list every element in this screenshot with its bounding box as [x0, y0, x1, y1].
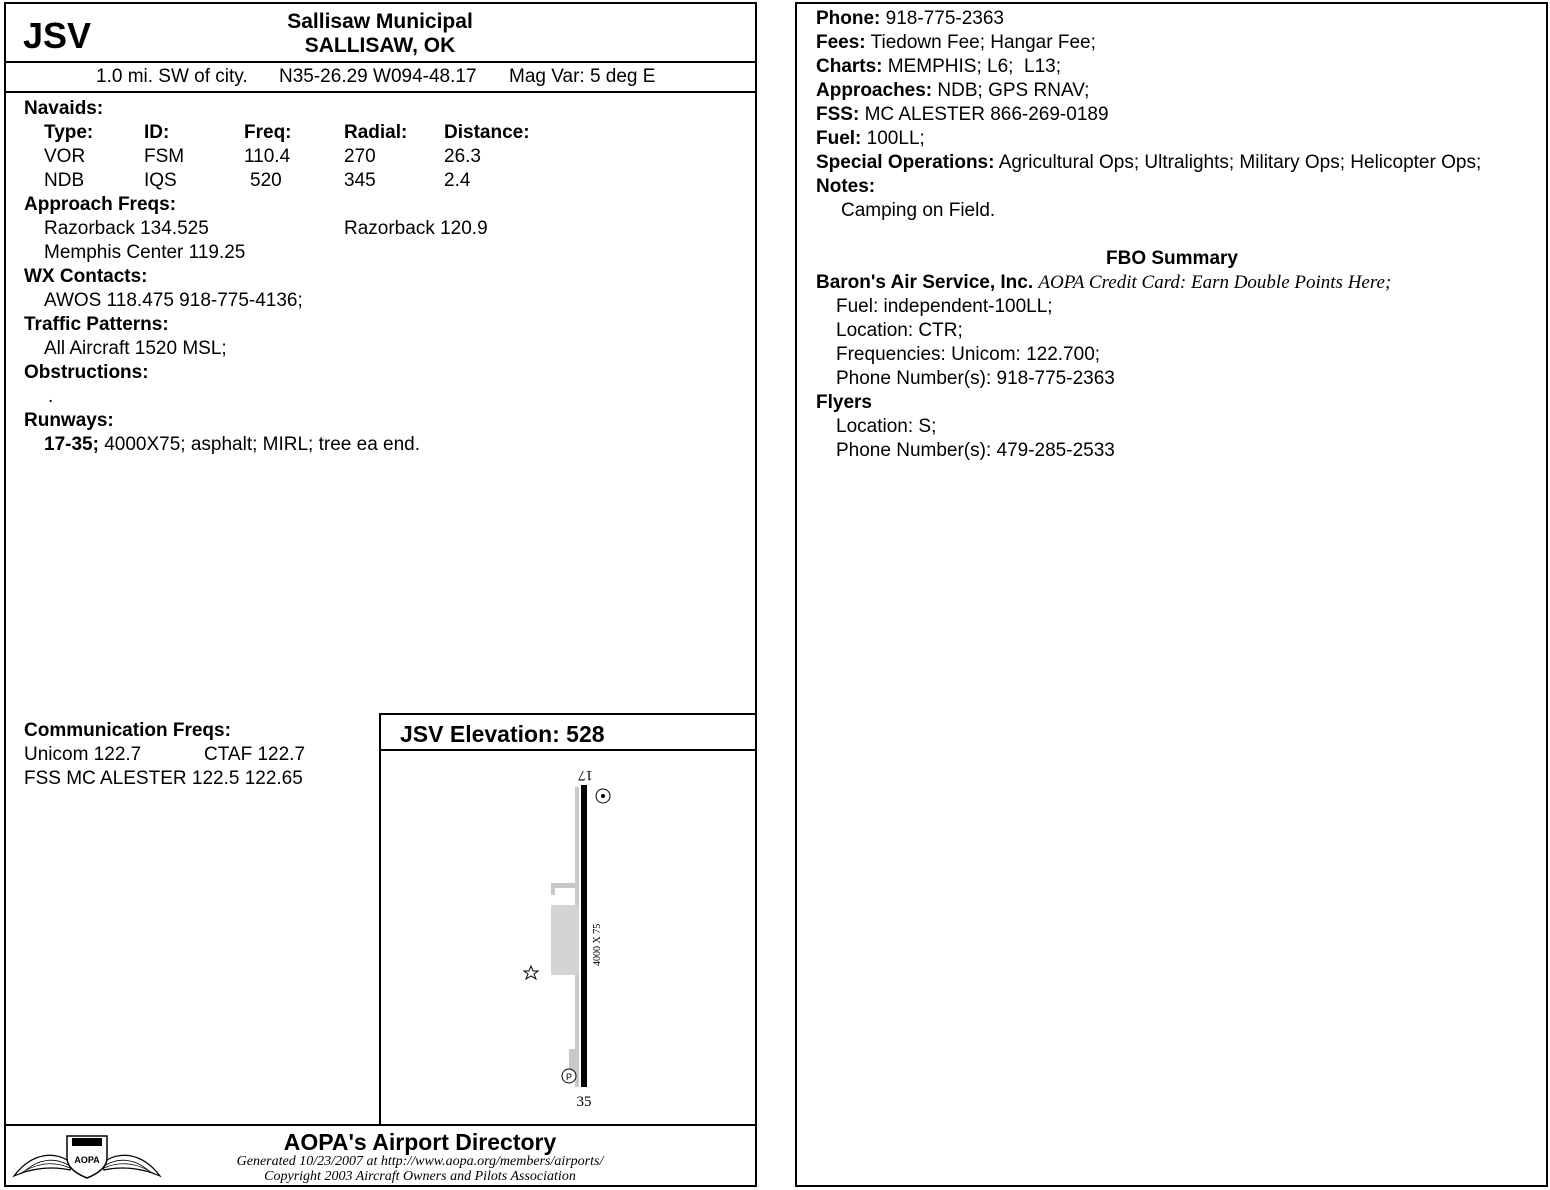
fbo-location: Location: S;	[836, 416, 937, 437]
navaids-col-radial: Radial:	[344, 122, 408, 143]
wx-heading: WX Contacts:	[24, 266, 148, 287]
fbo-fuel: Fuel: independent-100LL;	[836, 296, 1053, 317]
location-info	[96, 65, 248, 89]
special-ops-value: Agricultural Ops; Ultralights; Military Ops; Helicopter Ops;	[998, 152, 1482, 173]
phone-label: Phone:	[816, 8, 881, 29]
comm-heading: Communication Freqs:	[24, 720, 231, 741]
obstructions-heading: Obstructions:	[24, 362, 149, 383]
fees-label: Fees:	[816, 32, 866, 53]
navaid-distance: 2.4	[444, 170, 471, 191]
fss-label: FSS:	[816, 104, 860, 125]
approach-heading: Approach Freqs:	[24, 194, 177, 215]
approaches-row	[816, 79, 1089, 103]
approach-freq: Memphis Center 119.25	[44, 242, 246, 263]
fbo-promo: AOPA Credit Card: Earn Double Points Here;	[1038, 272, 1392, 293]
navaids-col-type: Type:	[44, 122, 94, 143]
diagram-top-border	[379, 713, 757, 715]
charts-row	[816, 55, 1061, 79]
aopa-logo	[12, 1130, 162, 1182]
navaid-radial: 345	[344, 170, 376, 191]
special-ops-row	[816, 151, 1481, 175]
navaids-col-freq: Freq:	[244, 122, 292, 143]
fbo-location: Location: CTR;	[836, 320, 963, 341]
wx-contact: AWOS 118.475 918-775-4136;	[44, 290, 303, 311]
fbo-summary-heading: FBO Summary	[1106, 248, 1238, 269]
fbo-phone: Phone Number(s): 479-285-2533	[836, 440, 1115, 461]
navaids-col-id: ID:	[144, 122, 170, 143]
navaids-col-distance: Distance:	[444, 122, 530, 143]
approaches-label: Approaches:	[816, 80, 933, 101]
runway-desc: 4000X75; asphalt; MIRL; tree ea end.	[104, 434, 421, 455]
fbo-name-row	[816, 271, 1391, 295]
fss-row	[816, 103, 1109, 127]
airport-city: SALLISAW, OK	[304, 34, 456, 57]
phone-value: 918-775-2363	[885, 8, 1004, 29]
footer-generated: Generated 10/23/2007 at http://www.aopa.org/members/airports/	[236, 1154, 604, 1169]
footer-copyright: Copyright 2003 Aircraft Owners and Pilots Association	[264, 1169, 576, 1184]
runway-35-label: 35	[576, 1094, 592, 1110]
fss-value: MC ALESTER 866-269-0189	[864, 104, 1109, 125]
navaid-distance: 26.3	[444, 146, 481, 167]
fuel-label: Fuel:	[816, 128, 862, 149]
navaid-type: VOR	[44, 146, 86, 167]
airport-code: JSV	[23, 15, 92, 56]
navaids-heading: Navaids:	[24, 98, 104, 119]
fbo-name: Flyers	[816, 392, 872, 413]
airport-name: Sallisaw Municipal	[287, 10, 473, 33]
fees-value: Tiedown Fee; Hangar Fee;	[870, 32, 1096, 53]
traffic-pattern: All Aircraft 1520 MSL;	[44, 338, 227, 359]
apron	[551, 905, 579, 975]
navaid-id: FSM	[144, 146, 185, 167]
parking-icon-letter: P	[565, 1072, 573, 1082]
fuel-row	[816, 127, 925, 151]
navaid-radial: 270	[344, 146, 376, 167]
header-divider	[4, 61, 757, 63]
notes-label: Notes:	[816, 176, 876, 197]
navaid-freq: 520	[250, 170, 282, 191]
runway-dims-label: 4000 X 75	[592, 923, 603, 966]
charts-value: MEMPHIS; L6; L13;	[887, 56, 1061, 77]
approaches-value: NDB; GPS RNAV;	[937, 80, 1090, 101]
runway-id: 17-35;	[44, 434, 99, 455]
special-ops-label: Special Operations:	[816, 152, 995, 173]
connector-stub	[551, 883, 555, 895]
navaid-freq: 110.4	[244, 146, 291, 167]
aopa-logo-text: AOPA	[74, 1155, 100, 1165]
coordinates: N35-26.29 W094-48.17	[279, 66, 477, 87]
fbo-name: Baron's Air Service, Inc.	[816, 272, 1034, 293]
right-panel	[795, 2, 1548, 1187]
approach-freq: Razorback 134.525	[44, 218, 209, 239]
footer-title: AOPA's Airport Directory	[283, 1129, 557, 1155]
comm-fss: FSS MC ALESTER 122.5 122.65	[24, 768, 303, 789]
phone-row	[816, 7, 1004, 31]
runway-17-35	[581, 785, 587, 1087]
location-text: 1.0 mi. SW of city.	[96, 66, 248, 87]
fbo-phone: Phone Number(s): 918-775-2363	[836, 368, 1115, 389]
runways-heading: Runways:	[24, 410, 114, 431]
fuel-value: 100LL;	[866, 128, 925, 149]
fees-row	[816, 31, 1096, 55]
traffic-heading: Traffic Patterns:	[24, 314, 169, 335]
approach-freq: Razorback 120.9	[344, 218, 488, 239]
comm-ctaf: CTAF 122.7	[204, 744, 306, 765]
notes-value: Camping on Field.	[841, 200, 996, 221]
comm-unicom: Unicom 122.7	[24, 744, 142, 765]
fbo-frequencies: Frequencies: Unicom: 122.700;	[836, 344, 1101, 365]
navaid-type: NDB	[44, 170, 85, 191]
obstructions-value: .	[48, 386, 54, 407]
diagram-title: JSV Elevation: 528	[400, 721, 605, 747]
info-divider	[4, 91, 757, 93]
runway-entry	[44, 433, 420, 457]
mag-var: Mag Var: 5 deg E	[509, 66, 656, 87]
navaid-id: IQS	[144, 170, 177, 191]
footer-divider	[4, 1124, 757, 1126]
airport-diagram	[381, 751, 755, 1125]
beacon-star-icon	[524, 966, 538, 979]
runway-17-label: 17	[578, 767, 593, 783]
charts-label: Charts:	[816, 56, 883, 77]
